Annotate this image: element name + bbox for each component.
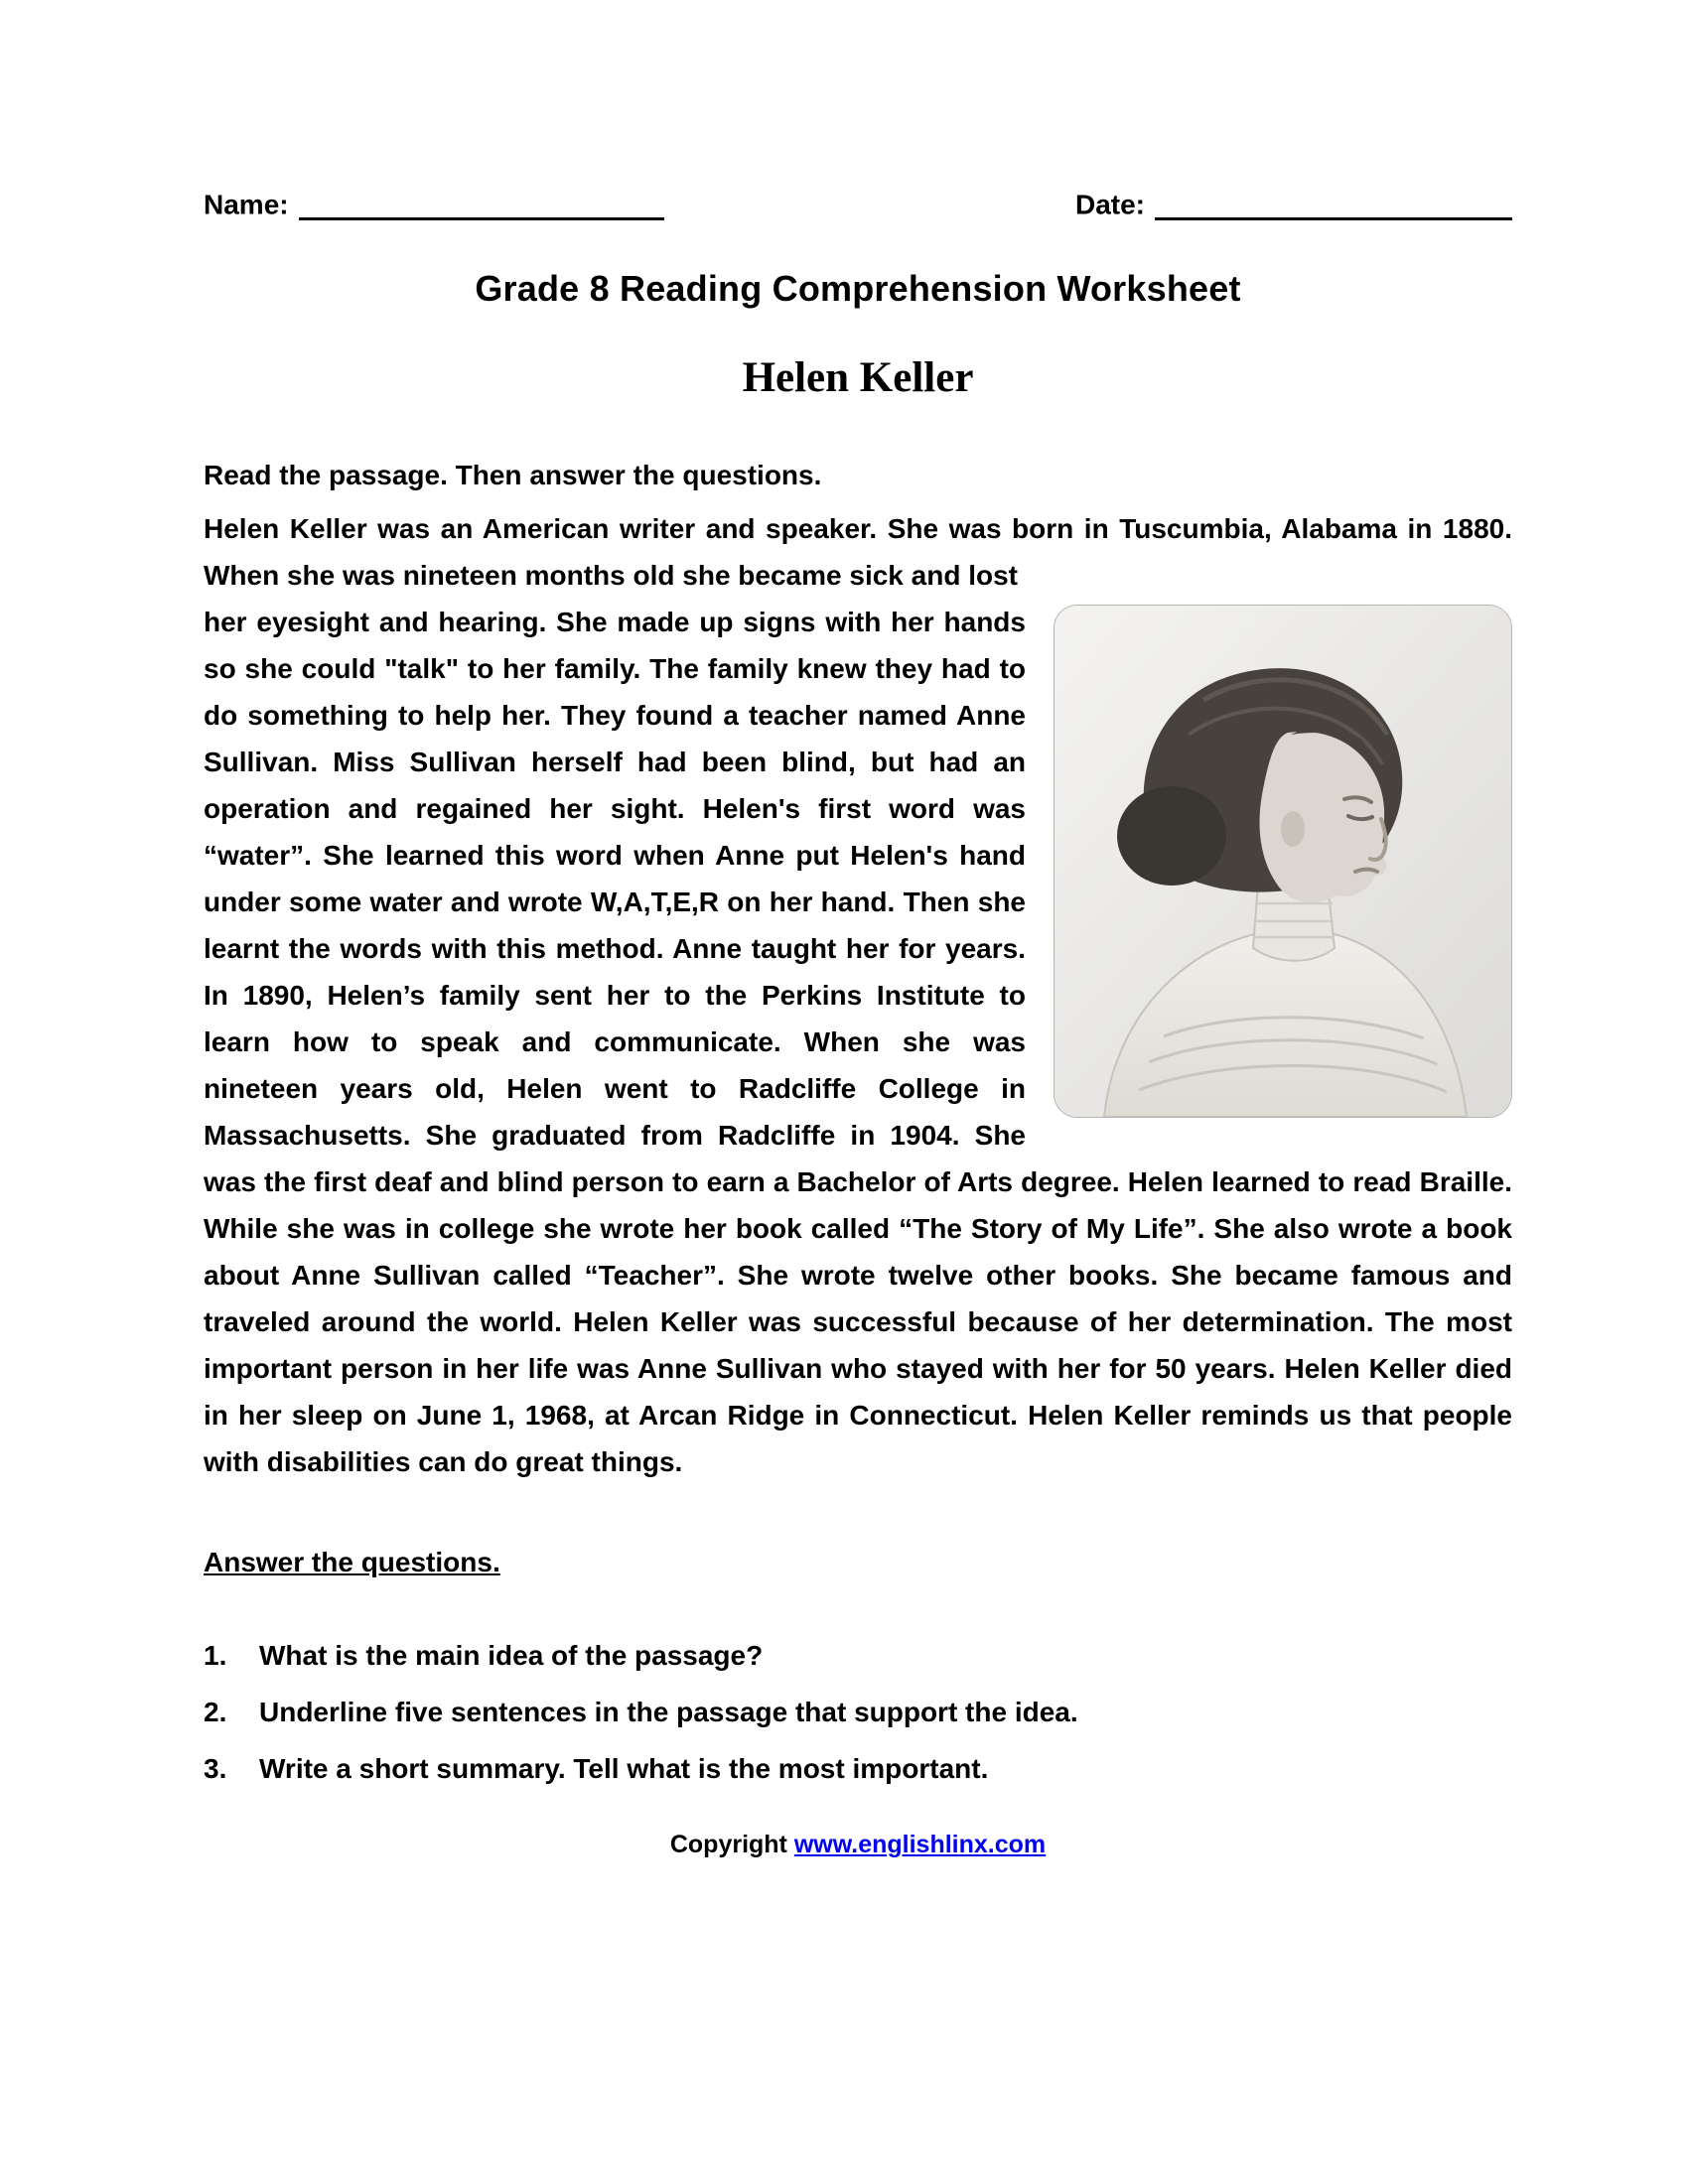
name-label: Name: (204, 189, 289, 220)
question-item (204, 1749, 1512, 1789)
question-item (204, 1693, 1512, 1732)
name-field (204, 189, 664, 220)
date-field (1075, 189, 1512, 220)
instructions-text: Read the passage. Then answer the questions. (204, 460, 822, 491)
passage (204, 505, 1512, 1485)
question-text: What is the main idea of the passage? (259, 1640, 764, 1672)
page-title: Grade 8 Reading Comprehension Worksheet (475, 268, 1241, 310)
passage-body (204, 599, 1512, 1485)
header-row (204, 189, 1512, 220)
question-item (204, 1636, 1512, 1676)
question-text: Underline five sentences in the passage that support the idea. (259, 1697, 1078, 1728)
question-number: 1. (204, 1640, 227, 1672)
date-blank (1155, 189, 1512, 220)
passage-title: Helen Keller (742, 354, 974, 402)
question-number: 2. (204, 1697, 227, 1728)
helen-keller-portrait (1054, 605, 1512, 1118)
date-label: Date: (1074, 189, 1145, 220)
questions-list (204, 1636, 1512, 1789)
question-text: Write a short summary. Tell what is the most important. (259, 1753, 989, 1785)
name-blank (299, 189, 664, 220)
copyright-text: Copyright (669, 1831, 794, 1859)
footer (204, 1831, 1512, 1859)
question-number: 3. (204, 1753, 227, 1785)
passage-paragraph-1: Helen Keller was an American writer and speaker. She was born in Tuscumbia, Alabama in 1880. When she was nineteen months old she became sick and lost (204, 513, 1512, 592)
englishlinx-link[interactable]: www.englishlinx.com (793, 1831, 1047, 1859)
passage-paragraph-2: her eyesight and hearing. She made up signs with her hands so she could "talk" to her family. The family knew they had to do something to help her. They found a teacher named Anne Sullivan. Miss Sullivan herself had been blind, but had an operation and regained her sight. Helen's first word was “water”. She learned this word when Anne put Helen's hand under some water and wrote W,A,T,E,R on her hand. Then she learnt the words with this method. Anne taught her for years. In 1890, Helen’s family sent her to the Perkins Institute to learn how to speak and communicate. When she was nineteen years old, Helen went to Radcliffe College in Massachusetts. She graduated from Radcliffe in 1904. She was the first deaf and blind person to earn a Bachelor of Arts degree. Helen learned to read Braille. While she was in college she wrote her book called “The Story of My Life”. She also wrote a book about Anne Sullivan called “Teacher”. She wrote twelve other books. She became famous and traveled around the world. Helen Keller was successful because of her determination. The most important person in her life was Anne Sullivan who stayed with her for 50 years. Helen Keller died in her sleep on June 1, 1968, at Arcan Ridge in Connecticut. Helen Keller reminds us that people with disabilities can do great things. (204, 607, 1512, 1478)
answer-heading: Answer the questions. (204, 1547, 500, 1578)
portrait-illustration (1055, 606, 1511, 1117)
